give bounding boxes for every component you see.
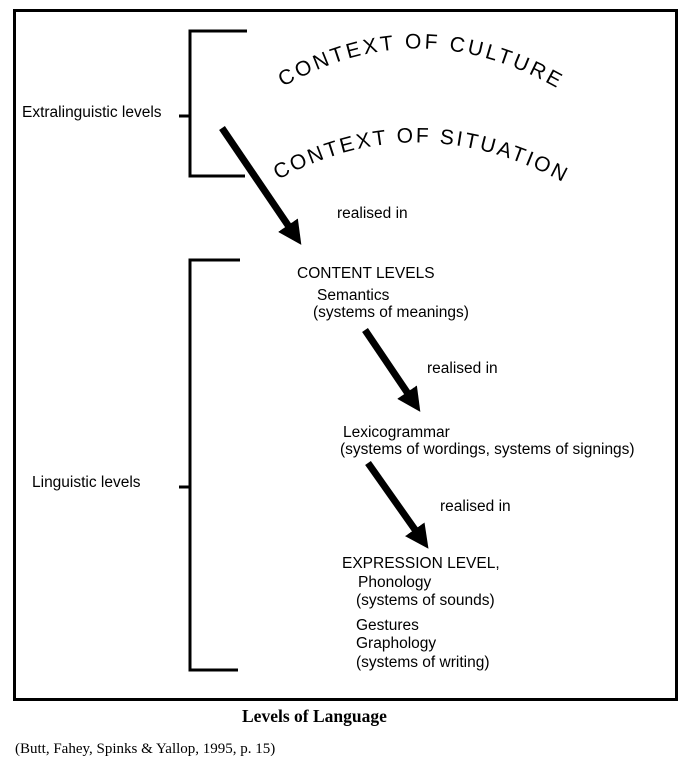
lexicogrammar-heading: Lexicogrammar (343, 424, 450, 441)
realised-in-label-1: realised in (337, 205, 408, 222)
content-levels-heading: CONTENT LEVELS (297, 265, 435, 282)
arrow-lexicogrammar-to-expression (368, 463, 423, 541)
systems-of-wordings-label: (systems of wordings, systems of signings) (340, 441, 635, 458)
semantics-label: Semantics (317, 287, 390, 304)
figure-caption: Levels of Language (242, 706, 387, 726)
linguistic-levels-label: Linguistic levels (32, 474, 141, 491)
extralinguistic-levels-label: Extralinguistic levels (22, 104, 162, 121)
figure-citation: (Butt, Fahey, Spinks & Yallop, 1995, p. 15) (15, 741, 276, 757)
systems-of-meanings-label: (systems of meanings) (313, 304, 469, 321)
expression-level-heading: EXPRESSION LEVEL, (342, 555, 500, 572)
gestures-label: Gestures (356, 617, 419, 634)
context-of-situation-arc-label: CONTEXT OF SITUATION (269, 124, 571, 187)
systems-of-writing-label: (systems of writing) (356, 654, 490, 671)
realised-in-label-2: realised in (427, 360, 498, 377)
arrow-content-to-lexicogrammar (365, 330, 415, 404)
realised-in-label-3: realised in (440, 498, 511, 515)
context-of-culture-arc-label: CONTEXT OF CULTURE (274, 30, 566, 93)
phonology-label: Phonology (358, 574, 432, 591)
graphology-label: Graphology (356, 635, 437, 652)
systems-of-sounds-label: (systems of sounds) (356, 592, 495, 609)
arrow-context-to-content (222, 128, 296, 237)
linguistic-bracket (190, 260, 240, 670)
